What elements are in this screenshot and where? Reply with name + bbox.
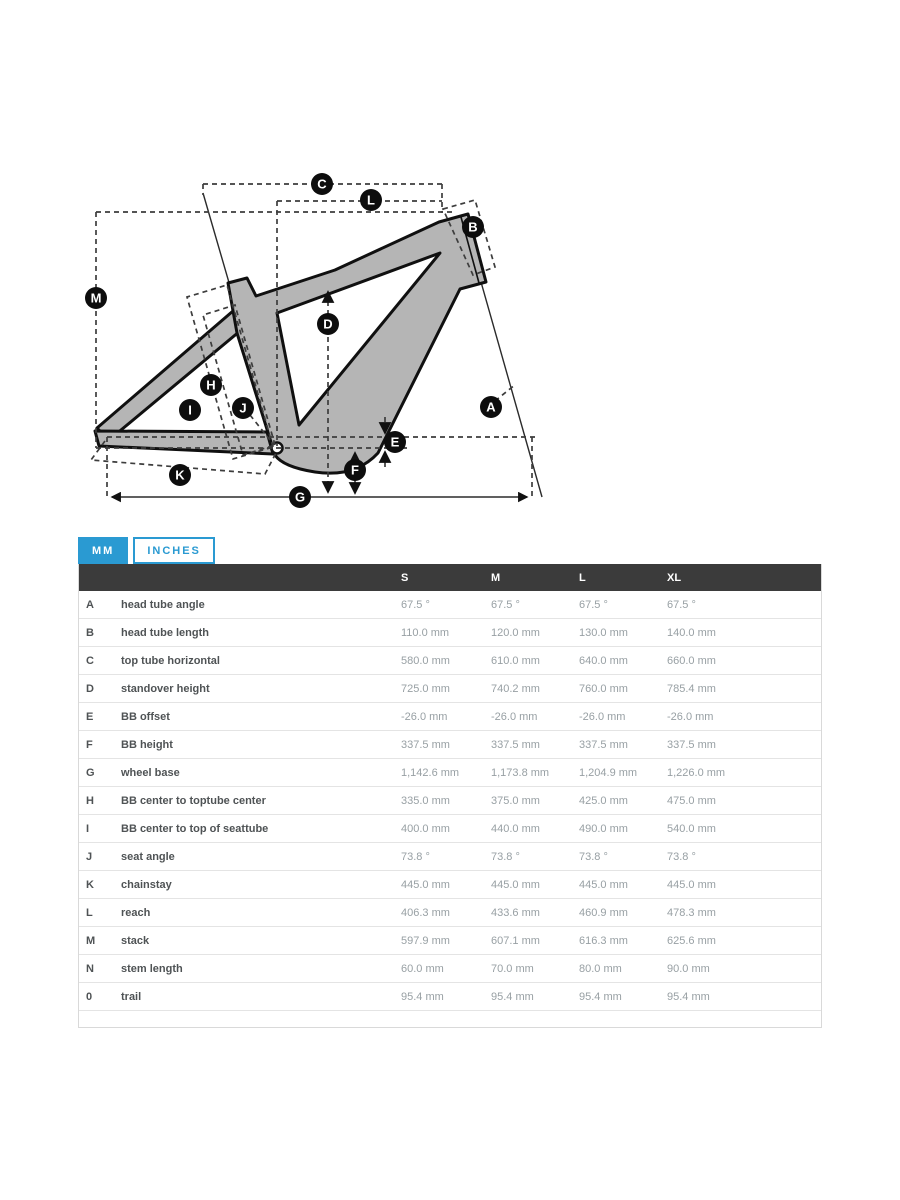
column-header-s: S: [401, 571, 409, 584]
marker-b: [462, 216, 484, 238]
marker-k: [169, 464, 191, 486]
row-value-s: 400.0 mm: [401, 822, 450, 835]
row-value-l: 425.0 mm: [579, 794, 628, 807]
row-label: seat angle: [121, 850, 175, 863]
row-value-m: 337.5 mm: [491, 738, 540, 751]
row-letter: M: [86, 934, 96, 947]
table-row: [79, 759, 821, 787]
marker-h: [200, 374, 222, 396]
row-value-l: 337.5 mm: [579, 738, 628, 751]
row-label: trail: [121, 990, 142, 1003]
row-label: wheel base: [121, 766, 180, 779]
row-value-l: 445.0 mm: [579, 878, 628, 891]
svg-text:K: K: [175, 467, 185, 483]
row-value-m: 1,173.8 mm: [491, 766, 550, 779]
row-value-xl: 660.0 mm: [667, 654, 716, 667]
row-letter: C: [86, 654, 94, 667]
row-value-xl: 445.0 mm: [667, 878, 716, 891]
svg-text:F: F: [351, 462, 359, 478]
row-value-s: 1,142.6 mm: [401, 766, 460, 779]
marker-c: [311, 173, 333, 195]
geometry-table-body: [79, 591, 821, 1011]
svg-text:A: A: [486, 399, 496, 415]
table-row: [79, 591, 821, 619]
row-letter: N: [86, 962, 94, 975]
unit-toggle: [78, 537, 215, 564]
row-letter: D: [86, 682, 94, 695]
marker-f: [344, 459, 366, 481]
row-label: BB center to toptube center: [121, 794, 266, 807]
svg-text:D: D: [323, 316, 333, 332]
bike-frame: [95, 214, 486, 473]
row-label: reach: [121, 906, 151, 919]
row-value-l: 760.0 mm: [579, 682, 628, 695]
row-value-s: 110.0 mm: [401, 626, 450, 639]
row-letter: K: [86, 878, 94, 891]
row-value-l: 640.0 mm: [579, 654, 628, 667]
table-row: [79, 619, 821, 647]
svg-text:I: I: [188, 402, 192, 418]
row-value-s: 406.3 mm: [401, 906, 450, 919]
marker-g: [289, 486, 311, 508]
marker-d: [317, 313, 339, 335]
row-value-m: 67.5 °: [491, 598, 520, 611]
marker-i: [179, 399, 201, 421]
row-value-l: 460.9 mm: [579, 906, 628, 919]
row-letter: J: [86, 850, 93, 863]
row-value-s: 597.9 mm: [401, 934, 450, 947]
row-value-m: 95.4 mm: [491, 990, 534, 1003]
tab-inches[interactable]: INCHES: [133, 537, 215, 564]
row-label: head tube length: [121, 626, 209, 639]
row-value-l: 73.8 °: [579, 850, 608, 863]
table-row: [79, 731, 821, 759]
geometry-diagram: [72, 165, 547, 517]
table-row: [79, 899, 821, 927]
row-value-s: 580.0 mm: [401, 654, 450, 667]
row-letter: G: [86, 766, 95, 779]
row-letter: B: [86, 626, 94, 639]
svg-text:B: B: [468, 219, 478, 235]
geometry-table-header: [79, 564, 821, 591]
row-value-s: 335.0 mm: [401, 794, 450, 807]
row-value-s: 337.5 mm: [401, 738, 450, 751]
row-value-m: 445.0 mm: [491, 878, 540, 891]
table-row: [79, 703, 821, 731]
column-header-xl: XL: [667, 571, 682, 584]
svg-text:C: C: [317, 176, 327, 192]
row-letter: A: [86, 598, 94, 611]
table-row: [79, 675, 821, 703]
row-label: BB center to top of seattube: [121, 822, 269, 835]
row-label: chainstay: [121, 878, 172, 891]
table-row: [79, 927, 821, 955]
svg-text:J: J: [239, 400, 247, 416]
row-value-m: 440.0 mm: [491, 822, 540, 835]
row-letter: L: [86, 906, 93, 919]
row-value-xl: 337.5 mm: [667, 738, 716, 751]
row-value-l: 616.3 mm: [579, 934, 628, 947]
row-value-l: -26.0 mm: [579, 710, 626, 723]
row-value-xl: 73.8 °: [667, 850, 696, 863]
row-value-xl: 1,226.0 mm: [667, 766, 726, 779]
row-value-s: 73.8 °: [401, 850, 430, 863]
row-label: top tube horizontal: [121, 654, 220, 667]
svg-text:L: L: [367, 192, 375, 208]
row-value-s: 95.4 mm: [401, 990, 444, 1003]
row-value-m: 607.1 mm: [491, 934, 540, 947]
tab-mm[interactable]: MM: [78, 537, 128, 564]
row-label: head tube angle: [121, 598, 205, 611]
chain-stay: [95, 431, 273, 454]
table-row: [79, 647, 821, 675]
row-label: BB offset: [121, 710, 170, 723]
svg-text:G: G: [294, 489, 306, 505]
row-value-s: 60.0 mm: [401, 962, 444, 975]
row-letter: I: [86, 822, 90, 835]
marker-j: [232, 397, 254, 419]
row-value-m: 120.0 mm: [491, 626, 540, 639]
marker-l: [360, 189, 382, 211]
marker-e: [384, 431, 406, 453]
row-label: stem length: [121, 962, 183, 975]
row-label: standover height: [121, 682, 210, 695]
row-value-m: 375.0 mm: [491, 794, 540, 807]
marker-m: [85, 287, 107, 309]
row-value-l: 95.4 mm: [579, 990, 622, 1003]
svg-text:M: M: [90, 290, 102, 306]
row-value-xl: 475.0 mm: [667, 794, 716, 807]
row-value-s: 67.5 °: [401, 598, 430, 611]
row-value-l: 67.5 °: [579, 598, 608, 611]
row-value-l: 130.0 mm: [579, 626, 628, 639]
row-letter: E: [86, 710, 94, 723]
row-value-xl: 625.6 mm: [667, 934, 716, 947]
table-row: [79, 955, 821, 983]
column-header-m: M: [491, 571, 501, 584]
row-letter: 0: [86, 990, 93, 1003]
row-value-s: -26.0 mm: [401, 710, 448, 723]
table-row: [79, 843, 821, 871]
row-value-m: 73.8 °: [491, 850, 520, 863]
table-row: [79, 871, 821, 899]
row-value-xl: 140.0 mm: [667, 626, 716, 639]
row-letter: H: [86, 794, 94, 807]
row-value-xl: 785.4 mm: [667, 682, 716, 695]
column-header-l: L: [579, 571, 586, 584]
row-value-m: 740.2 mm: [491, 682, 540, 695]
row-value-xl: 478.3 mm: [667, 906, 716, 919]
row-label: BB height: [121, 738, 173, 751]
row-value-m: 70.0 mm: [491, 962, 534, 975]
row-value-s: 445.0 mm: [401, 878, 450, 891]
row-value-xl: 67.5 °: [667, 598, 696, 611]
svg-text:E: E: [390, 434, 400, 450]
table-row: [79, 787, 821, 815]
row-value-l: 490.0 mm: [579, 822, 628, 835]
row-value-m: -26.0 mm: [491, 710, 538, 723]
row-value-xl: 90.0 mm: [667, 962, 710, 975]
row-letter: F: [86, 738, 93, 751]
row-value-l: 1,204.9 mm: [579, 766, 638, 779]
seat-stay: [97, 311, 246, 440]
row-value-l: 80.0 mm: [579, 962, 622, 975]
row-value-xl: 95.4 mm: [667, 990, 710, 1003]
svg-text:H: H: [206, 377, 216, 393]
row-value-m: 610.0 mm: [491, 654, 540, 667]
table-row: [79, 815, 821, 843]
row-label: stack: [121, 934, 150, 947]
marker-a: [480, 396, 502, 418]
row-value-xl: 540.0 mm: [667, 822, 716, 835]
row-value-m: 433.6 mm: [491, 906, 540, 919]
row-value-s: 725.0 mm: [401, 682, 450, 695]
row-value-xl: -26.0 mm: [667, 710, 714, 723]
geometry-table: [78, 564, 822, 1028]
table-row: [79, 983, 821, 1011]
